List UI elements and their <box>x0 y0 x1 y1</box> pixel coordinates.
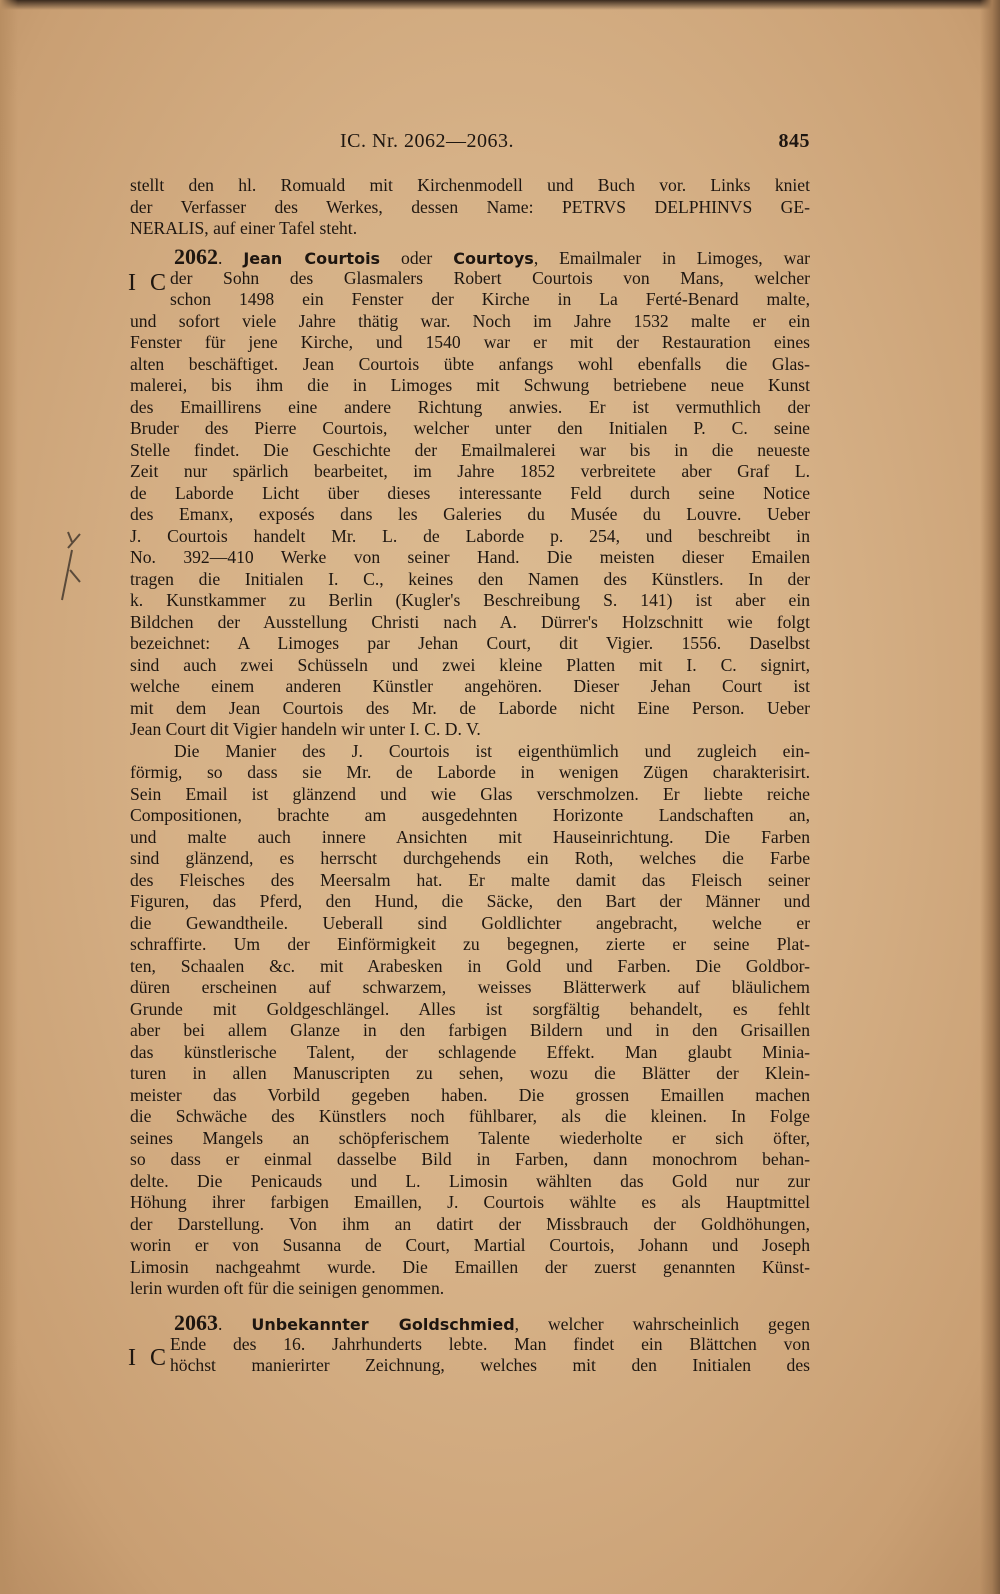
text-line: de Laborde Licht über dieses interessante Feld durch seine Notice <box>130 482 810 503</box>
artist-name: Jean Courtois <box>243 249 381 268</box>
text-line: bezeichnet: A Limoges par Jehan Court, dit Vigier. 1556. Daselbst <box>130 633 810 653</box>
text-line: Limosin nachgeahmt wurde. Die Emaillen der zuerst genannten Künst- <box>130 1256 810 1277</box>
text-line: J. Courtois handelt Mr. L. de Laborde p. 254, und beschreibt in <box>130 525 810 546</box>
text-line: Bruder des Pierre Courtois, welcher unter den Initialen P. C. seine <box>130 418 810 438</box>
text-line: Sein Email ist glänzend und wie Glas verschmolzen. Er liebte reiche <box>130 783 810 804</box>
entry-2063 <box>130 1312 810 1377</box>
name-joiner: oder <box>380 248 454 268</box>
text-line: und malte auch innere Ansichten mit Hauseinrichtung. Die Farben <box>130 826 810 847</box>
running-header <box>130 130 810 160</box>
text-line: der Darstellung. Von ihm an datirt der Missbrauch der Goldhöhungen, <box>130 1213 810 1234</box>
text-line: No. 392—410 Werke von seiner Hand. Die meisten dieser Emailen <box>130 547 810 567</box>
text-line: düren erscheinen auf schwarzem, weisses Blätterwerk auf bläulichem <box>130 977 810 997</box>
text-line: k. Kunstkammer zu Berlin (Kugler's Beschreibung S. 141) ist aber ein <box>130 590 810 610</box>
text-line: der Sohn des Glasmalers Robert Courtois von Mans, welcher <box>170 267 810 288</box>
text-line: des Fleisches des Meersalm hat. Er malte damit das Fleisch seiner <box>130 869 810 890</box>
text-line: delte. Die Penicauds und L. Limosin wählten das Gold nur zur <box>130 1170 810 1191</box>
entry-2062 <box>130 246 810 1300</box>
text-line: das künstlerische Talent, der schlagende Effekt. Man glaubt Minia- <box>130 1041 810 1062</box>
artist-name-variant: Courtoys <box>453 249 534 268</box>
artist-name: Unbekannter Goldschmied <box>251 1315 515 1334</box>
page-edge-top <box>0 0 1000 10</box>
text-line: ten, Schaalen &c. mit Arabesken in Gold und Farben. Die Goldbor- <box>130 955 810 976</box>
text-line: Figuren, das Pferd, den Hund, die Säcke, den Bart der Männer und <box>130 891 810 911</box>
text-line: welche einem anderen Künstler angehören. Dieser Jehan Court ist <box>130 676 810 696</box>
text-line: mit dem Jean Courtois des Mr. de Laborde nicht Eine Person. Ueber <box>130 697 810 718</box>
text-line: alten beschäftiget. Jean Courtois übte anfangs wohl ebenfalls die Glas- <box>130 353 810 374</box>
pencil-stroke <box>62 532 80 600</box>
text-line: Höhung ihrer farbigen Emaillen, J. Courtois wählte es als Hauptmittel <box>130 1192 810 1212</box>
text-line: turen in allen Manuscripten zu sehen, wozu die Blätter der Klein- <box>130 1063 810 1083</box>
text-line: der Verfasser des Werkes, dessen Name: PETRVS DELPHINVS GE- <box>130 196 810 217</box>
text-line: Zeit nur spärlich bearbeitet, im Jahre 1852 verbreitete aber Graf L. <box>130 461 810 481</box>
page-edge-right <box>980 0 1000 1594</box>
heading-rest: , Emailmaler in Limoges, war <box>533 248 810 268</box>
text-line: förmig, so dass sie Mr. de Laborde in wenigen Zügen charakterisirt. <box>130 762 810 782</box>
text-line: worin er von Susanna de Court, Martial Courtois, Johann und Joseph <box>130 1235 810 1255</box>
entry-heading-2063: 2063. Unbekannter Goldschmied, welcher wahrscheinlich gegen <box>174 1310 811 1335</box>
text-line: sind auch zwei Schüsseln und zwei kleine Platten mit I. C. signirt, <box>130 654 810 675</box>
page-edge-left <box>0 0 18 1594</box>
text-line: aber bei allem Glanze in den farbigen Bildern und in den Grisaillen <box>130 1020 810 1040</box>
text-line: die Schwäche des Künstlers noch fühlbarer, als die kleinen. In Folge <box>130 1106 810 1126</box>
text-line: und sofort viele Jahre thätig war. Noch im Jahre 1532 malte er ein <box>130 310 810 331</box>
text-line: schraffirte. Um der Einförmigkeit zu begegnen, zierte er seine Plat- <box>130 934 810 954</box>
text-line: Compositionen, brachte am ausgedehnten Horizonte Landschaften an, <box>130 805 810 825</box>
text-line: Die Manier des J. Courtois ist eigenthümlich und zugleich ein- <box>174 740 810 761</box>
text-line: des Emaillirens eine andere Richtung anwies. Er ist vermuthlich der <box>130 396 810 417</box>
text-line: Fenster für jene Kirche, und 1540 war er mit der Restauration eines <box>130 332 810 352</box>
monogram-ic-2063: I C <box>128 1345 170 1371</box>
intro-paragraph <box>130 175 810 240</box>
page-number: 845 <box>778 130 810 152</box>
heading-rest: , welcher wahrscheinlich gegen <box>514 1314 811 1334</box>
text-line: Grunde mit Goldgeschlängel. Alles ist sorgfältig behandelt, es fehlt <box>130 998 810 1019</box>
text-line: Jean Court dit Vigier handeln wir unter I. C. D. V. <box>130 719 481 739</box>
text-line: Ende des 16. Jahrhunderts lebte. Man findet ein Blättchen von <box>170 1333 810 1354</box>
pencil-margin-mark <box>50 530 90 610</box>
text-line: tragen die Initialen I. C., keines den Namen des Künstlers. In der <box>130 568 810 589</box>
text-line: Stelle findet. Die Geschichte der Emailmalerei war bis in die neueste <box>130 439 810 460</box>
entry-number: 2063 <box>174 1310 218 1335</box>
entry-heading-2062: 2062. Jean Courtois oder Courtoys, Emailmaler in Limoges, war <box>174 244 810 269</box>
text-line: des Emanx, exposés dans les Galeries du Musée du Louvre. Ueber <box>130 504 810 524</box>
monogram-ic-2062: I C <box>128 270 170 296</box>
text-line: seines Mangels an schöpferischem Talente wiederholte er sich öfter, <box>130 1127 810 1148</box>
text-line: Bildchen der Ausstellung Christi nach A. Dürrer's Holzschnitt wie folgt <box>130 611 810 632</box>
text-line: sind glänzend, es herrscht durchgehends ein Roth, welches die Farbe <box>130 848 810 868</box>
text-line: die Gewandtheile. Ueberall sind Goldlichter angebracht, welche er <box>130 912 810 933</box>
text-line: so dass er einmal dasselbe Bild in Farben, dann monochrom behan- <box>130 1149 810 1169</box>
text-line: lerin wurden oft für die seinigen genommen. <box>130 1278 445 1298</box>
text-line: NERALIS, auf einer Tafel steht. <box>130 218 358 238</box>
text-line: stellt den hl. Romuald mit Kirchenmodell und Buch vor. Links kniet <box>130 175 810 195</box>
text-line: malerei, bis ihm die in Limoges mit Schwung betriebene neue Kunst <box>130 375 810 395</box>
text-line: schon 1498 ein Fenster der Kirche in La Ferté-Benard malte, <box>170 289 810 309</box>
text-line: meister das Vorbild gegeben haben. Die grossen Emaillen machen <box>130 1084 810 1105</box>
text-line: höchst manierirter Zeichnung, welches mit den Initialen des <box>170 1355 810 1375</box>
entry-number: 2062 <box>174 244 218 269</box>
header-title: IC. Nr. 2062—2063. <box>340 130 514 152</box>
